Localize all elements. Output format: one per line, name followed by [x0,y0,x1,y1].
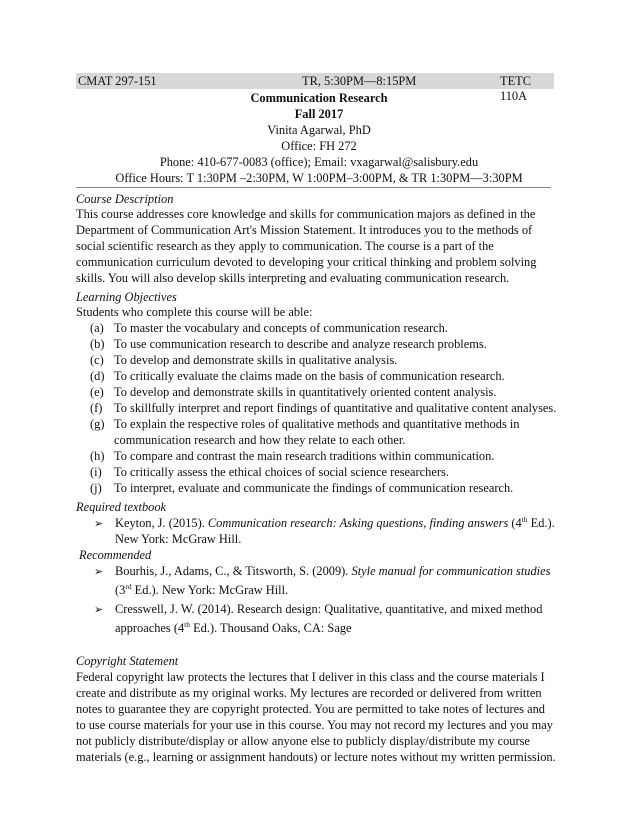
objective-label: (a) [90,321,104,335]
objective-label: (g) [90,417,105,431]
course-title: Communication Research [250,91,388,105]
description-line: Department of Communication Art's Mission Statement. It introduces you to the methods of [76,223,533,237]
recommended-entry [115,564,555,579]
copyright-line: Federal copyright law protects the lectures that I deliver in this class and the course materials I [76,670,545,684]
edition-superscript: th [521,515,528,524]
recommended-entry-line2 [115,621,555,636]
objective-text: To compare and contrast the main research traditions within communication. [114,449,495,463]
citation-author: Bourhis, J., Adams, C., & Titsworth, S. (2009). [115,564,352,578]
objective-text: To use communication research to describe and analyze research problems. [114,337,487,351]
course-code: CMAT 297-151 [78,74,157,88]
office-location: Office: FH 272 [281,139,357,153]
citation-edition: (4 [508,516,522,530]
citation-edition-end: Ed.). [527,516,555,530]
objective-text: To skillfully interpret and report findings of quantitative and qualitative content analyses. [114,401,557,415]
instructor-name: Vinita Agarwal, PhD [267,123,371,137]
office-hours: Office Hours: T 1:30PM –2:30PM, W 1:00PM–3:00PM, & TR 1:30PM—3:30PM [115,171,523,185]
objectives-heading: Learning Objectives [76,290,177,304]
copyright-line: notes to guarantee they are copyright protected. You are permitted to take notes of lectures and [76,702,545,716]
copyright-line: not publicly distribute/display or allow anyone else to publicly display/distribute my course [76,734,530,748]
objective-label: (h) [90,449,105,463]
objective-label: (d) [90,369,105,383]
objective-label: (b) [90,337,105,351]
objectives-intro: Students who complete this course will be able: [76,305,313,319]
objective-label: (i) [90,465,102,479]
objective-label: (f) [90,401,103,415]
objective-text: To critically evaluate the claims made on the basis of communication research. [114,369,505,383]
objective-text: communication research and how they relate to each other. [114,433,406,447]
course-schedule: TR, 5:30PM—8:15PM [302,74,417,88]
objective-text: To explain the respective roles of qualitative methods and quantitative methods in [114,417,520,431]
objective-text: To critically assess the ethical choices of social science researchers. [114,465,449,479]
divider [76,187,551,188]
textbook-heading: Required textbook [76,500,167,514]
arrow-bullet-icon: ➢ [94,566,104,578]
objective-text: To develop and demonstrate skills in quantitatively oriented content analysis. [114,385,497,399]
objective-text: To develop and demonstrate skills in qualitative analysis. [114,353,398,367]
contact-info: Phone: 410-677-0083 (office); Email: vxagarwal@salisbury.edu [159,155,479,169]
course-term: Fall 2017 [294,107,344,121]
description-heading: Course Description [76,192,174,206]
citation-title: Communication research: Asking questions, finding answers [207,516,509,530]
recommended-entry: Cresswell, J. W. (2014). Research design: Qualitative, quantitative, and mixed method [115,602,543,616]
objective-text: To master the vocabulary and concepts of communication research. [114,321,448,335]
description-line: skills. You will also develop skills interpreting and evaluating communication research. [76,271,510,285]
recommended-entry-line2 [115,583,555,598]
citation-publisher: Ed.). New York: McGraw Hill. [131,583,289,597]
recommended-heading: Recommended [79,548,152,562]
copyright-line: to use course materials for your use in this course. You may not record my lectures and you may [76,718,553,732]
citation-author: Keyton, J. (2015). [115,516,208,530]
objective-label: (c) [90,353,104,367]
citation-publisher: Ed.). Thousand Oaks, CA: Sage [190,621,352,635]
citation-edition: (3 [115,583,126,597]
edition-superscript: rd [125,582,132,591]
citation-title: Style manual for communication studies [351,564,551,578]
objective-label: (j) [90,481,102,495]
description-line: social scientific research as they apply to communication. The course is a part of the [76,239,494,253]
course-room: TETC 110A [500,74,531,104]
description-line: This course addresses core knowledge and skills for communication majors as defined in the [76,207,536,221]
copyright-heading: Copyright Statement [76,654,179,668]
copyright-line: create and distribute as my original works. My lectures are recorded or delivered from written [76,686,542,700]
textbook-publisher: New York: McGraw Hill. [115,532,242,546]
textbook-entry [115,516,555,531]
citation-edition: approaches (4 [115,621,185,635]
edition-superscript: th [184,620,190,629]
arrow-bullet-icon: ➢ [94,518,104,530]
objective-text: To interpret, evaluate and communicate the findings of communication research. [114,481,514,495]
copyright-line: materials (e.g., learning or assignment handouts) or lecture notes without my written permission. [76,750,556,764]
objective-label: (e) [90,385,104,399]
arrow-bullet-icon: ➢ [94,604,104,616]
description-line: communication curriculum devoted to developing your critical thinking and problem solving [76,255,537,269]
